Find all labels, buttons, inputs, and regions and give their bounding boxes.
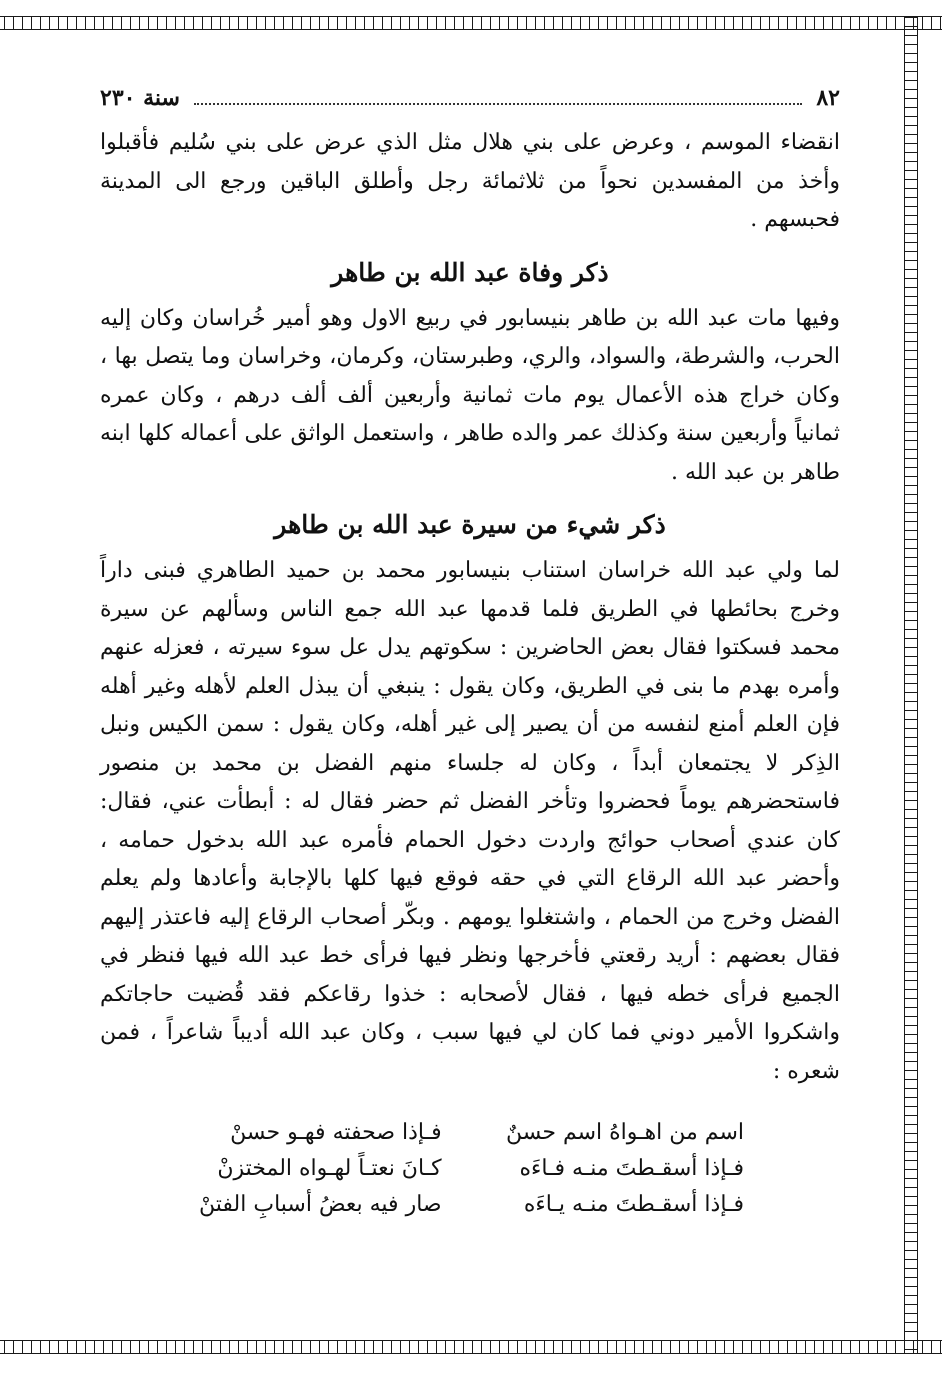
section-heading: ذكر شيء من سيرة عبد الله بن طاهر (274, 510, 666, 539)
page-border-bottom (0, 1340, 942, 1354)
verse-second-hemistich: فـإذا صحفته فهـو حسنْ (230, 1120, 442, 1145)
verse-first-hemistich: اسم من اهـواهُ اسم حسنٌ (505, 1120, 744, 1145)
header-dotted-leader (194, 103, 802, 105)
page-border-right (904, 16, 918, 1354)
page-border-top (0, 16, 942, 30)
section-heading: ذكر وفاة عبد الله بن طاهر (331, 257, 609, 287)
paragraph: لما ولي عبد الله خراسان استناب بنيسابور محمد بن حميد الطاهري فبنى داراً وخرج بحائطها في الطريق فلما قدمها عبد الله جمع الناس وسألهم عن سيرة محمد فسكتوا فقال بعض الحاضرين : سكوتهم يدل عل سوء سيرته ، فعزله عنهم وأمره بهدم ما بنى في الطريق، وكان يقول : ينبغي أن يبذل العلم لأهله وغير أهله فإن العلم أمنع لنفسه من أن يصير إلى غير أهله، وكان يقول : سمن الكيس ونبل الذِكر لا يجتمعان أبداً ، وكان له جلساء منهم الفضل بن محمد بن منصور فاستحضرهم يوماً فحضروا وتأخر الفضل ثم حضر فقال له : أبطأت عني، فقال: كان عندي أصحاب حوائج واردت دخول الحمام فأمره عبد الله بدخول حمامه ، وأحضر عبد الله الرقاع التي في حقه فوقع فيها كلها بالإجابة وأعادها ولم يعلم الفضل وخرج من الحمام ، واشتغلوا يومهم . وبكّر أصحاب الرقاع إليه فاعتذر إليهم فقال بعضهم : أريد رقعتي فأخرجها ونظر فيها فرأى خط عبد الله فيها فنظر في الجميع فرأى خطه فيها ، فقال لأصحابه : خذوا رقاعكم فقد قُضيت حاجاتكم واشكروا الأمير دوني فما كان لي فيها سبب ، وكان عبد الله أديباً شاعراً ، فمن شعره : (100, 558, 840, 1084)
verse-first-hemistich: فـإذا أسقـطتَ منـه يـاءَه (523, 1192, 744, 1217)
page-body (100, 124, 840, 1223)
paragraph: انقضاء الموسم ، وعرض على بني هلال مثل الذي عرض على بني سُليم فأقبلوا وأخذ من المفسدين نحواً من ثلاثمائة رجل وأطلق الباقين ورجع الى المدينة فحبسهم . (100, 130, 840, 232)
verse-second-hemistich: صار فيه بعضُ أسبابِ الفتنْ (199, 1192, 442, 1217)
poem-verse (184, 1187, 744, 1223)
page-number: ٨٢ (816, 85, 840, 111)
running-header (100, 80, 840, 116)
poem-verse (184, 1151, 744, 1187)
poem-verse (184, 1115, 744, 1151)
poem (184, 1115, 744, 1223)
verse-first-hemistich: فـإذا أسقـطتَ منـه فـاءَه (519, 1156, 744, 1181)
verse-second-hemistich: كـانَ نعتـاً لهـواه المختزنْ (217, 1156, 442, 1181)
year-label: سنة ٢٣٠ (100, 85, 180, 111)
paragraph: وفيها مات عبد الله بن طاهر بنيسابور في ربيع الاول وهو أمير خُراسان وكان إليه الحرب، والشرطة، والسواد، والري، وطبرستان، وكرمان، وخراسان وما يتصل بها ، وكان خراج هذه الأعمال يوم مات ثمانية وأربعين ألف ألف درهم ، وكان عمره ثمانياً وأربعين سنة وكذلك عمر والده طاهر ، واستعمل الواثق على أعماله كلها ابنه طاهر بن عبد الله . (100, 305, 840, 485)
